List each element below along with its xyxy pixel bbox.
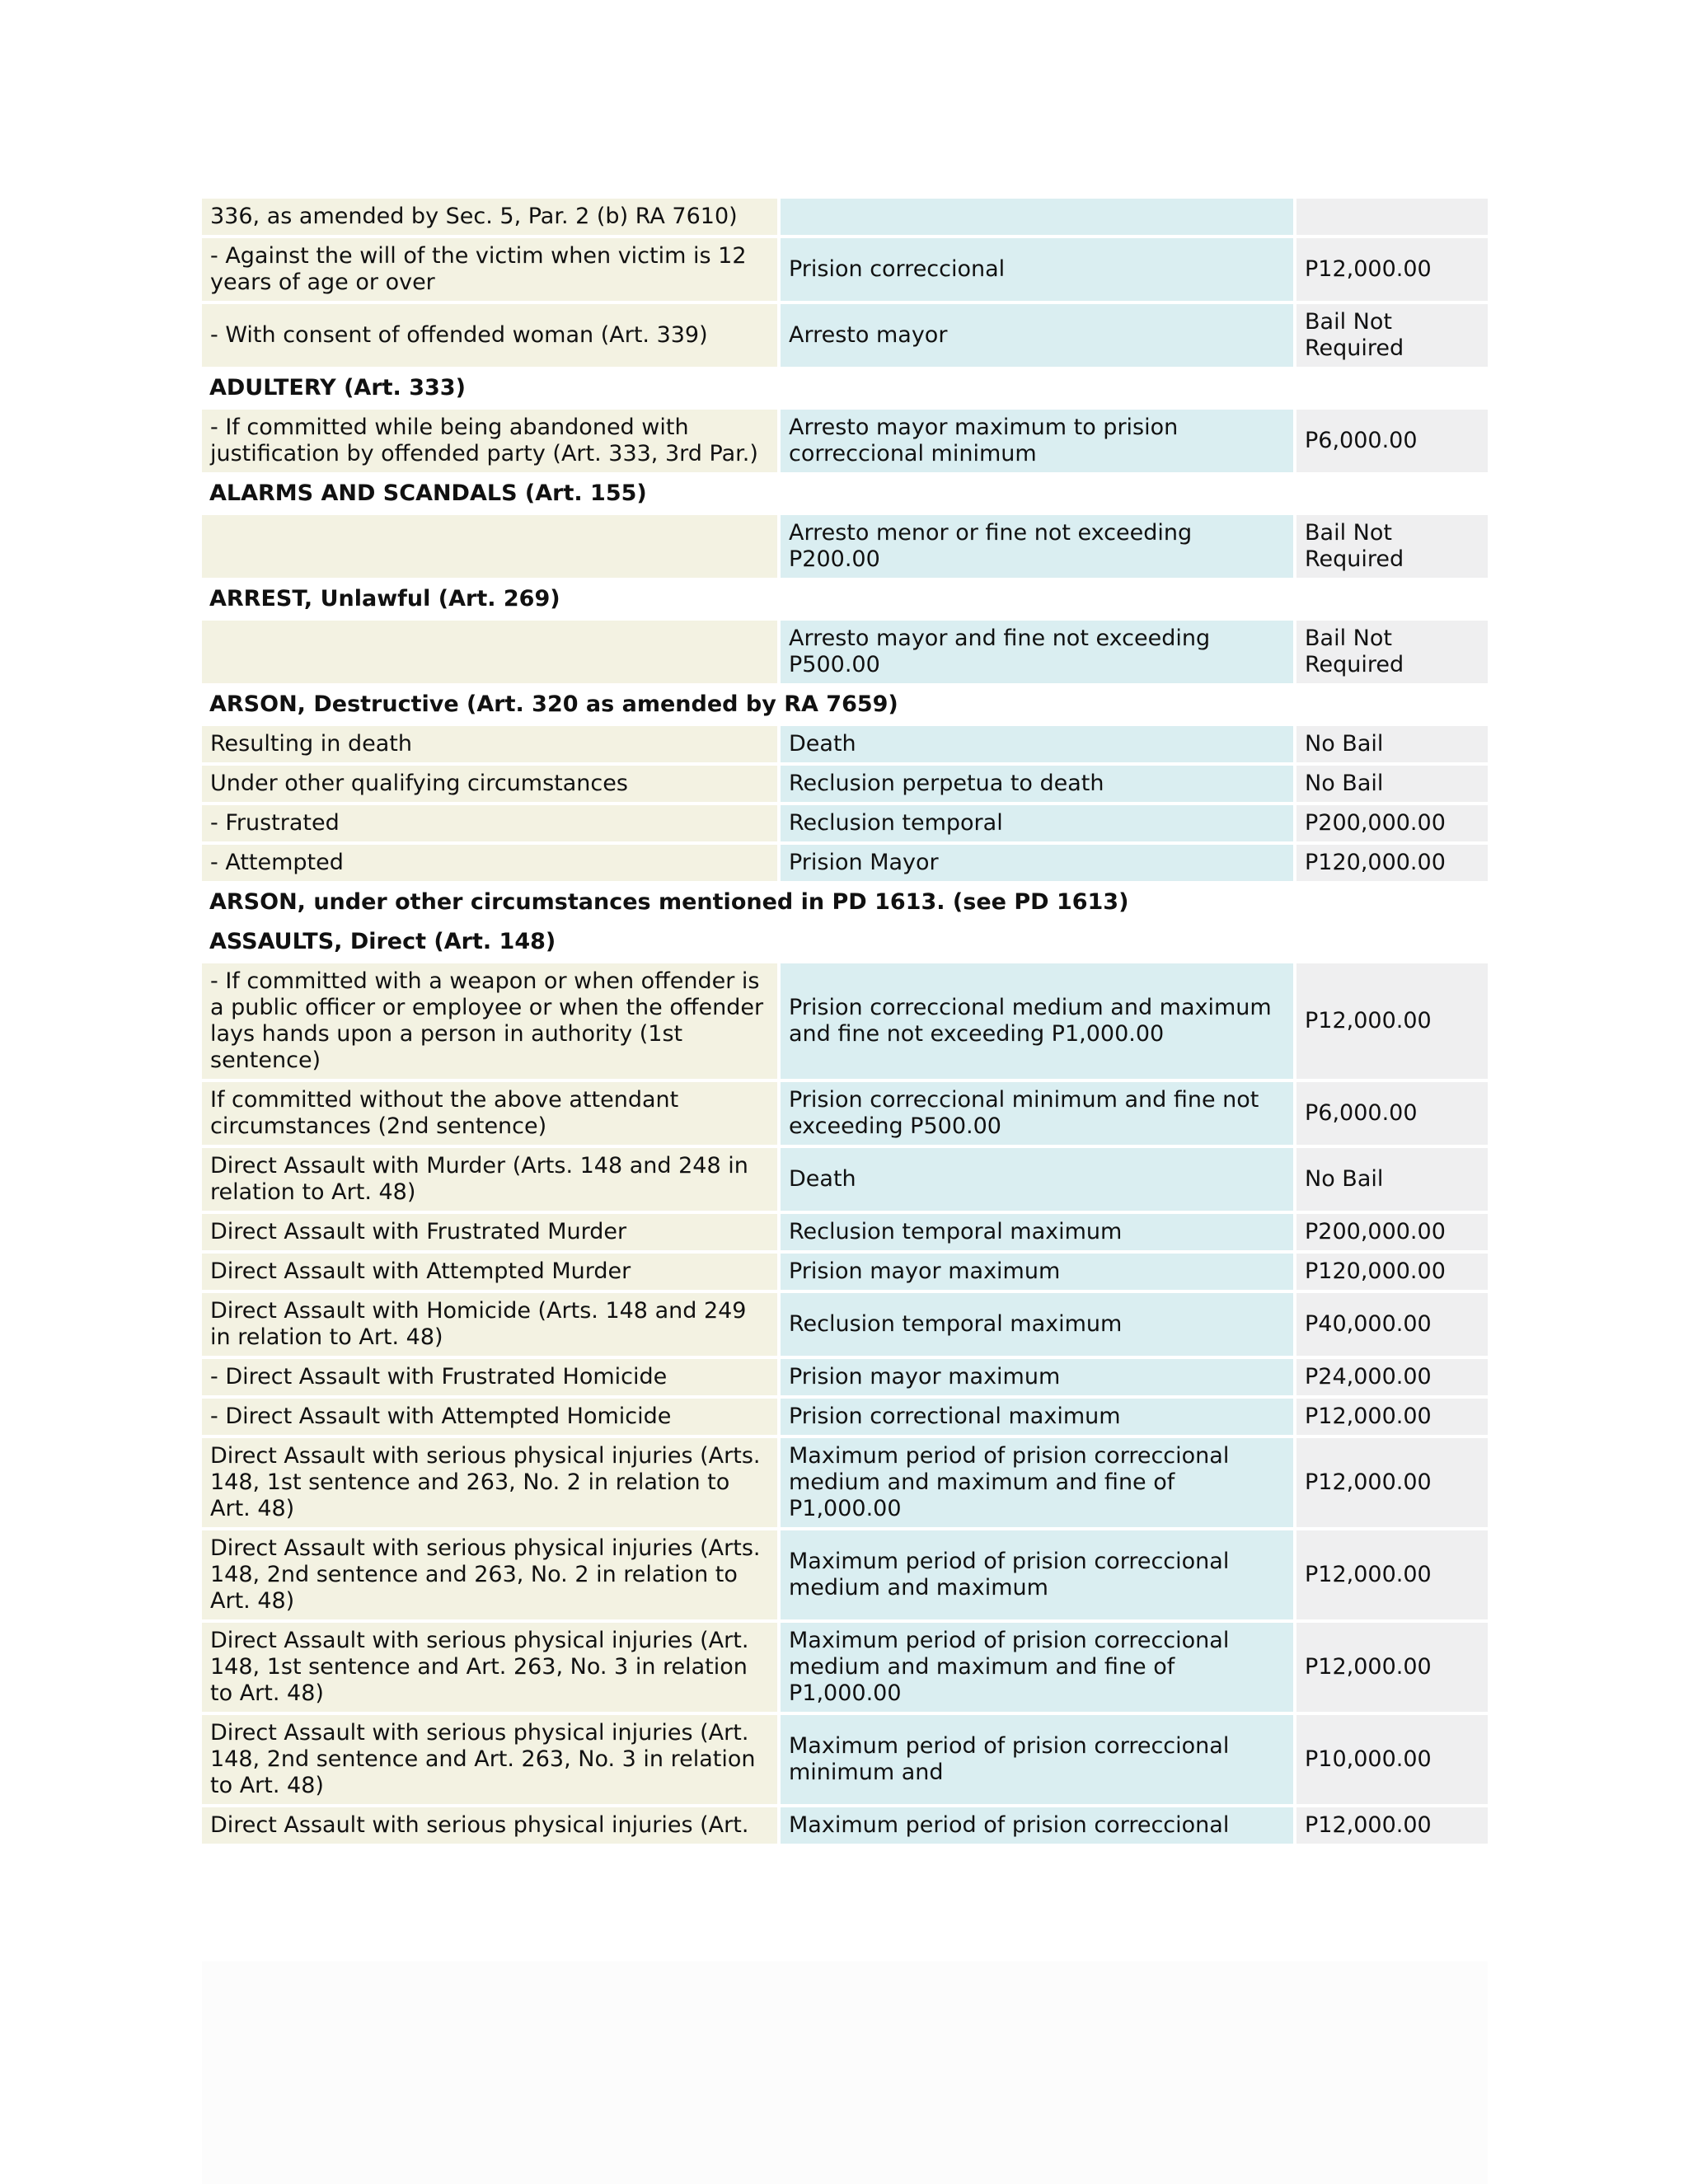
table-row [202,766,1488,802]
bail-cell: P200,000.00 [1296,1214,1488,1250]
bail-cell: No Bail [1296,726,1488,762]
section-heading-row [202,687,1488,723]
section-heading: ADULTERY (Art. 333) [202,370,1488,406]
offense-cell: Direct Assault with serious physical injuries (Art. 148, 2nd sentence and Art. 263, No. 3 in relation to Art. 48) [202,1715,777,1804]
section-heading: ARREST, Unlawful (Art. 269) [202,581,1488,617]
penalty-cell: Prision correccional [781,238,1293,301]
offense-cell: Direct Assault with Frustrated Murder [202,1214,777,1250]
penalty-cell: Prision mayor maximum [781,1254,1293,1290]
offense-cell: 336, as amended by Sec. 5, Par. 2 (b) RA 7610) [202,199,777,235]
table-row [202,515,1488,578]
table-row [202,1293,1488,1356]
offense-cell: Direct Assault with serious physical injuries (Art. 148, 1st sentence and Art. 263, No. 3 in relation to Art. 48) [202,1623,777,1712]
offense-cell: Direct Assault with Homicide (Arts. 148 and 249 in relation to Art. 48) [202,1293,777,1356]
offense-cell: Direct Assault with serious physical injuries (Art. [202,1807,777,1844]
penalty-cell [781,199,1293,235]
penalty-cell: Prision correctional maximum [781,1399,1293,1435]
bail-cell: P12,000.00 [1296,1807,1488,1844]
bail-cell: No Bail [1296,1148,1488,1211]
page-footer-area [202,1961,1488,2184]
penalty-cell: Prision correccional medium and maximum and fine not exceeding P1,000.00 [781,963,1293,1079]
offense-cell: - Frustrated [202,805,777,841]
offense-cell: Under other qualifying circumstances [202,766,777,802]
penalty-cell: Prision correccional minimum and fine not exceeding P500.00 [781,1082,1293,1145]
table-row [202,1254,1488,1290]
offense-cell: - Against the will of the victim when victim is 12 years of age or over [202,238,777,301]
table-row [202,304,1488,367]
section-heading-row [202,476,1488,512]
bail-cell: Bail Not Required [1296,304,1488,367]
table-row [202,1530,1488,1619]
table-row [202,726,1488,762]
offense-cell: Direct Assault with Murder (Arts. 148 and 248 in relation to Art. 48) [202,1148,777,1211]
bail-cell: P24,000.00 [1296,1359,1488,1395]
section-heading-row [202,581,1488,617]
bail-cell: P200,000.00 [1296,805,1488,841]
penalty-cell: Arresto mayor [781,304,1293,367]
section-heading: ASSAULTS, Direct (Art. 148) [202,924,1488,960]
table-row [202,1807,1488,1844]
bail-cell: P12,000.00 [1296,1399,1488,1435]
penalty-cell: Death [781,726,1293,762]
penalty-cell: Maximum period of prision correccional [781,1807,1293,1844]
penalty-cell: Prision Mayor [781,845,1293,881]
table-row [202,199,1488,235]
section-heading-row [202,924,1488,960]
offense-cell: If committed without the above attendant circumstances (2nd sentence) [202,1082,777,1145]
bail-cell: No Bail [1296,766,1488,802]
bail-cell: Bail Not Required [1296,621,1488,683]
table-row [202,845,1488,881]
bail-cell: P12,000.00 [1296,1438,1488,1527]
bail-cell: P12,000.00 [1296,1623,1488,1712]
table-row [202,1623,1488,1712]
bail-cell: P12,000.00 [1296,1530,1488,1619]
table-row [202,1715,1488,1804]
table-row [202,1082,1488,1145]
table-row [202,410,1488,472]
table-row [202,621,1488,683]
section-heading-row [202,884,1488,921]
offense-cell [202,621,777,683]
section-heading: ALARMS AND SCANDALS (Art. 155) [202,476,1488,512]
bail-cell: P120,000.00 [1296,845,1488,881]
penalty-cell: Reclusion perpetua to death [781,766,1293,802]
table-row [202,1148,1488,1211]
table-row [202,238,1488,301]
penalty-cell: Arresto mayor and fine not exceeding P500.00 [781,621,1293,683]
penalty-cell: Reclusion temporal maximum [781,1293,1293,1356]
table-row [202,1399,1488,1435]
offense-cell: - Direct Assault with Attempted Homicide [202,1399,777,1435]
offense-cell: Direct Assault with Attempted Murder [202,1254,777,1290]
offense-cell: - Attempted [202,845,777,881]
table-row [202,1214,1488,1250]
section-heading: ARSON, under other circumstances mentioned in PD 1613. (see PD 1613) [202,884,1488,921]
offense-cell: - If committed with a weapon or when offender is a public officer or employee or when the offender lays hands upon a person in authority (1st sentence) [202,963,777,1079]
offense-cell: - With consent of offended woman (Art. 339) [202,304,777,367]
bail-cell: P40,000.00 [1296,1293,1488,1356]
penalty-cell: Maximum period of prision correccional medium and maximum [781,1530,1293,1619]
bail-cell: P12,000.00 [1296,238,1488,301]
bail-cell: P120,000.00 [1296,1254,1488,1290]
penalty-cell: Reclusion temporal maximum [781,1214,1293,1250]
table-row [202,805,1488,841]
penalty-cell: Reclusion temporal [781,805,1293,841]
penalty-cell: Death [781,1148,1293,1211]
table-row [202,963,1488,1079]
penalty-cell: Arresto mayor maximum to prision correccional minimum [781,410,1293,472]
bail-cell: P10,000.00 [1296,1715,1488,1804]
offense-cell: Resulting in death [202,726,777,762]
penalty-cell: Maximum period of prision correccional medium and maximum and fine of P1,000.00 [781,1438,1293,1527]
penalty-cell: Arresto menor or fine not exceeding P200.00 [781,515,1293,578]
offense-cell [202,515,777,578]
section-heading-row [202,370,1488,406]
penalty-cell: Maximum period of prision correccional minimum and [781,1715,1293,1804]
offense-cell: - Direct Assault with Frustrated Homicide [202,1359,777,1395]
section-heading: ARSON, Destructive (Art. 320 as amended by RA 7659) [202,687,1488,723]
table-row [202,1359,1488,1395]
offense-cell: - If committed while being abandoned with justification by offended party (Art. 333, 3rd Par.) [202,410,777,472]
offense-cell: Direct Assault with serious physical injuries (Arts. 148, 2nd sentence and 263, No. 2 in relation to Art. 48) [202,1530,777,1619]
bail-cell: Bail Not Required [1296,515,1488,578]
bail-cell: P12,000.00 [1296,963,1488,1079]
penalty-cell: Prision mayor maximum [781,1359,1293,1395]
bail-cell: P6,000.00 [1296,410,1488,472]
table-row [202,1438,1488,1527]
offense-cell: Direct Assault with serious physical injuries (Arts. 148, 1st sentence and 263, No. 2 in relation to Art. 48) [202,1438,777,1527]
bail-cell [1296,199,1488,235]
penalty-cell: Maximum period of prision correccional medium and maximum and fine of P1,000.00 [781,1623,1293,1712]
bail-schedule-table [202,199,1488,1962]
bail-cell: P6,000.00 [1296,1082,1488,1145]
